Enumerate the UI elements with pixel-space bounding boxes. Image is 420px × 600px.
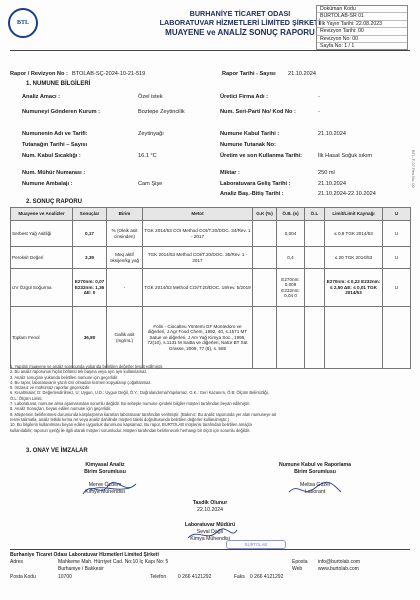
field-label: Laboratuvara Geliş Tarihi : [220, 181, 291, 187]
company-logo [8, 8, 38, 38]
cell-result: 36,80 [73, 307, 107, 369]
note-line: kullanılabilir; raporun içeriği ile ilgili olarak müşteri sorumludur. Müşteri tarafından belirlenecek herhangi bir ölçüt için sorumlu değildir. [10, 427, 251, 433]
field-label: Numunenin Adı ve Tarifi: [22, 131, 88, 137]
footer-web[interactable]: www.burtolab.com [318, 566, 359, 572]
report-no-value: BTOLAB-SÇ-2024-10-21-519 [72, 71, 146, 77]
footer-fax: 0 266 4121292 [250, 574, 284, 580]
field-value: 21.10.2024 [318, 181, 346, 187]
field-label: Numune Tutanak No: [220, 142, 276, 148]
field-value: - [318, 109, 320, 115]
cell-u: U [383, 269, 411, 307]
note-line: resmi talimatla, analiz tetkiki kırma ret veya analiz dahilinde müşteri talebi doğrultusunda belirtilen değerler kullanılmıştır.) [10, 416, 229, 422]
field-label: Numune Ambalajı : [22, 181, 73, 187]
field-label: Miktar : [220, 170, 240, 176]
cell-ol [305, 269, 325, 307]
cell-ol [305, 221, 325, 247]
cell-u: U [383, 221, 411, 247]
cell-method: TGK 2014/53 Method COI/T.20/DOC. 19/rev. 5/2019 [143, 269, 253, 307]
field-label: Tutanağın Tarihi – Sayısı [22, 142, 88, 148]
doc-code-label: Doküman Kodu [317, 6, 407, 13]
right-signer-role1: Numune Kabul ve Raporlama [278, 462, 352, 468]
cell-gk [253, 269, 277, 307]
footer-district: Burhaniye / Balıkesir [58, 566, 104, 572]
left-signature-scribble [80, 478, 140, 500]
cell-test: Toplam Fenol [11, 307, 73, 369]
doc-revision-no: Revizyon No: 00 [317, 36, 407, 43]
note-line: 9. Müşterinin belirlenmesi durumunda karşılaştırma kararları laboratuvar tarafından verilmiştir. (Bakınız: Bu analiz raporunda yer alan numuneye ait [10, 411, 276, 417]
doc-first-publish: İlk Yayın Tarihi: 22.08.2023 [317, 21, 407, 28]
section-sample-info-title: 1. NUMUNE BİLGİLERİ [26, 81, 91, 87]
cell-test: Peroksit Değeri [11, 247, 73, 269]
cell-ob: 0,4 [277, 247, 305, 269]
field-value: İlk Hasat Soğuk sıkım [318, 153, 373, 159]
note-line: 3. Analiz sonuçları yukarıda belirtilen numune için geçerlidir. [10, 374, 119, 380]
cell-u: U [383, 247, 411, 269]
footer-address: Mahkeme Mah. Hürriyet Cad. No:10 İç Kapı No: 5 [58, 559, 169, 565]
cell-ob: E270nm: 0,009 E232nm: 0,04 0 [277, 269, 305, 307]
doc-revision-date: Revizyon Tarihi: 00 [317, 28, 407, 35]
note-line: 1. Yapılan muayene ve analiz sonucunda yukarıda belirtilen değerler tespit edilmiştir. [10, 364, 163, 369]
field-value: Zeytinyağı [138, 131, 164, 137]
footer-web-label: Web [292, 566, 303, 572]
footer-email[interactable]: info@burtolab.com [318, 559, 361, 565]
cell-gk [253, 307, 277, 369]
cell-result: 0,17 [73, 221, 107, 247]
cell-ol [305, 307, 325, 369]
side-form-code: BTL-F-07 Rev.No: 00 [411, 150, 416, 188]
table-row [11, 269, 411, 307]
lab-manager-role: Laboratuvar Müdürü [184, 522, 236, 528]
report-date-label: Rapor Tarihi - Sayısı [222, 71, 276, 77]
cell-method: TGK 2014/53 Method COI/T.20/DOC. 35/Rev. 1 - 2017 [143, 247, 253, 269]
cell-result: E270nm: 0,07 E232nm: 1,36 ΔE: 0 [73, 269, 107, 307]
field-value: 21.10.2024 [318, 131, 346, 137]
document-info-box [316, 5, 408, 50]
col-header-unit: Birim [107, 208, 143, 221]
field-value: Boztepe Zeytincilik [138, 109, 185, 115]
report-no-label: Rapor / Revizyon No : [10, 71, 68, 77]
footer-postal: 10700 [58, 574, 72, 580]
field-value: - [318, 94, 320, 100]
cell-gk [253, 221, 277, 247]
doc-page-no: Sayfa No: 1 / 1 [320, 43, 355, 50]
logo-text: BTL [16, 20, 29, 26]
field-value: Özel istek [138, 94, 163, 100]
header-divider [10, 50, 410, 51]
table-row [11, 307, 411, 369]
col-header-result: Sonuçlar [73, 208, 107, 221]
note-line: 4. Bu rapor, laboratuvarın yazılı izni olmadan kısmen kopyalanıp çoğaltılamaz. [10, 379, 152, 385]
footer-phone: 0 266 4121292 [178, 574, 212, 580]
cell-unit: Gallik asit (mg/mL) [107, 307, 143, 369]
table-row [11, 221, 411, 247]
cell-result: 3,39 [73, 247, 107, 269]
section-approvals-title: 3. ONAY VE İMZALAR [26, 448, 88, 454]
cell-unit: % (Oleik asit cinsinden) [107, 221, 143, 247]
note-line: 7. Laboratuvar, numune alma aşamasından sorumlu değildir. Bu sebeple numune içindeki bilgiler müşteri tarafından beyan edilmiştir. [10, 401, 250, 407]
col-header-method: Metot [143, 208, 253, 221]
field-label: Üretim ve son Kullanma Tarihi: [220, 153, 302, 159]
field-label: Analiz Baş.-Bitiş Tarihi : [220, 191, 284, 197]
cell-limit [325, 307, 383, 369]
company-name-line1: BURHANİYE TİCARET ODASI [189, 9, 291, 18]
right-signature-scribble [285, 478, 345, 500]
col-header-limit: Limit/Limit Kaynağı [325, 208, 383, 221]
cell-limit: ≤ 0,8 TGK 2014/53 [325, 221, 383, 247]
field-value: 250 ml [318, 170, 335, 176]
field-value: 21.10.2024-22.10.2024 [318, 191, 376, 197]
footer-divider [10, 549, 410, 550]
company-name-line2: LABORATUVAR HİZMETLERİ LİMİTED ŞİRKETİ [159, 18, 321, 27]
left-signer-name: Merve Özdem [88, 482, 122, 488]
footer-postal-label: Posta Kodu [10, 574, 36, 580]
field-value: Cam Şişe [138, 181, 163, 187]
field-label: Num. Kabul Sıcaklığı : [22, 153, 81, 159]
col-header-u: U [383, 208, 411, 221]
left-signer-role2: Birim Sorumlusu [84, 469, 126, 475]
col-header-ob: Ö.B. (±) [277, 208, 305, 221]
note-line: 6. Kısaltmalar; D: Değerlendirilmez, U: Uygun, U.D.: Uygun Değil, Ö.Y.: Doğrulandırma/Yapılamaz, G.K.: Geri Kazanım, Ö.B: Ölçüm Belirsizliği, [10, 390, 269, 396]
company-stamp: BURTOLAB [226, 540, 286, 549]
report-date-value: 21.10.2024 [288, 71, 316, 77]
left-signer-title: Kimya Mühendisi [85, 489, 125, 495]
field-label: Num. Mühür Numarası : [22, 170, 86, 176]
approval-date: 22.10.2024 [197, 507, 223, 513]
cell-ob: 0,004 [277, 221, 305, 247]
right-signer-role2: Birim Sorumlusu [294, 469, 336, 475]
field-label: Üretici Firma Adı : [220, 94, 268, 100]
report-notes [10, 364, 410, 433]
right-signer-title: Laborant [304, 489, 326, 495]
field-label: Num. Seri-Parti No/ Kod No : [220, 109, 296, 115]
cell-test: UV Özgül Soğurma [11, 269, 73, 307]
right-signer-name: Melisa Güzel [300, 482, 330, 488]
note-line: 2. Bu analiz raporunun hiçbir bölümü tek başına veya ayrı ayrı kullanılamaz. [10, 369, 148, 375]
cell-method: TGK 2014/53 COI Method COI/T.20/DOC. 34/Rev. 1 - 2017 [143, 221, 253, 247]
note-line: Ö.L: Ölçüm Limiti. [10, 395, 43, 401]
approval-label: Tasdik Olunur [192, 500, 228, 506]
cell-limit: E270nm: ≤ 0,22 E232nm: ≤ 2,50 ΔE: ≤ 0,01 TGK 2014/53 [325, 269, 383, 307]
section-results-title: 2. SONUÇ RAPORU [26, 199, 83, 205]
cell-unit: Meq aktif oksijen/kg yağ [107, 247, 143, 269]
cell-gk [253, 247, 277, 269]
footer-phone-label: Telefon [150, 574, 167, 580]
col-header-gk: G.K (%) [253, 208, 277, 221]
note-line: 10. Bu bilgilerin kullanılması beyan edilen uygunluk durumunu kapsamaz. Bu rapor, BURTOLAB müşterisi tarafından belirtilen amaçla [10, 422, 252, 428]
results-table [10, 207, 411, 369]
field-label: Numuneyi Gönderen Kurum : [22, 109, 101, 115]
footer-email-label: Eposta [292, 559, 308, 565]
cell-test: Serbest Yağ Asitliği [11, 221, 73, 247]
col-header-test: Muayene ve Analizler [11, 208, 73, 221]
left-signer-role1: Kimyasal Analiz [85, 462, 125, 468]
cell-unit: - [107, 269, 143, 307]
footer-address-label: Adres [10, 559, 24, 565]
cell-method: Folin - Ciocalteu Yöntemi GF Montedoro ve diğerleri, J Agr Food Chem, 1992, 40, s.1571 MT Satue ve diğerleri, J Am Yağ Kimya Soc., 1995, 72(10), s.1131 M Saitta ve diğerleri, Natür BT Süt Grasse, 2009, 77 (8), s. 585 [143, 307, 253, 369]
note-line: 8. Analiz Sonuçları, beyan edilen numune için geçerlidir. [10, 406, 112, 412]
field-label: Analiz Amacı : [22, 94, 61, 100]
field-label: Numune Kabul Tarihi : [220, 131, 280, 137]
lab-manager-name: Seval Dağlı [196, 529, 224, 535]
note-line: 5. İmzasız ve mühürsüz raporlar geçersizdir. [10, 385, 91, 391]
lab-manager-title: Kimya Mühendisi [190, 536, 230, 542]
cell-u [383, 307, 411, 369]
cell-limit: ≤ 20 TGK 2014/53 [325, 247, 383, 269]
col-header-ol: Ö.L [305, 208, 325, 221]
footer-fax-label: Faks [234, 574, 245, 580]
doc-code-value: BURTOLAB-SR 01 [317, 13, 407, 20]
cell-ob [277, 307, 305, 369]
report-title: MUAYENE ve ANALİZ SONUÇ RAPORU [165, 28, 315, 37]
table-header-row [11, 208, 411, 221]
cell-ol [305, 247, 325, 269]
footer-company: Burhaniye Ticaret Odası Laboratuvar Hizmetleri Limited Şirketi [10, 552, 159, 558]
table-row [11, 247, 411, 269]
field-value: 16.1 °C [138, 153, 157, 159]
